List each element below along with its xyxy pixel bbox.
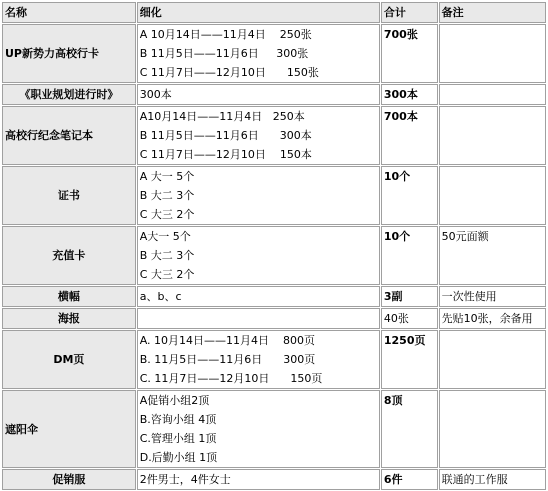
row-total: 6件 [381,469,438,490]
row-total: 700张 [381,24,438,83]
row-total: 3副 [381,286,438,307]
row-name: UP新势力高校行卡 [2,24,136,83]
row-note [439,24,546,83]
row-name: 充值卡 [2,226,136,285]
row-note [439,166,546,225]
materials-table [1,1,547,491]
row-note [439,330,546,389]
row-total: 10个 [381,166,438,225]
table-row [2,390,546,468]
header-row [2,2,546,23]
detail-line: B 大二 3个 [139,189,195,202]
table-row [2,166,546,225]
header-name: 名称 [2,2,136,23]
row-note [439,390,546,468]
row-note [439,106,546,165]
detail-line: C 大三 2个 [139,208,195,221]
header-total: 合计 [381,2,438,23]
detail-line: A 10月14日——11月4日 250张 [139,28,312,41]
detail-line: C.管理小组 1顶 [139,432,217,445]
table-row [2,330,546,389]
row-name: 海报 [2,308,136,329]
detail-line: A10月14日——11月4日 250本 [139,110,305,123]
row-detail [137,166,380,225]
row-detail [137,390,380,468]
detail-line: A. 10月14日——11月4日 800页 [139,334,316,347]
row-detail [137,106,380,165]
detail-line: C 大三 2个 [139,268,195,281]
row-detail [137,308,380,329]
row-detail [137,330,380,389]
table-row [2,84,546,105]
detail-line: D.后勤小组 1顶 [139,451,218,464]
table-row [2,106,546,165]
row-name: 遮阳伞 [2,390,136,468]
row-total: 8顶 [381,390,438,468]
row-detail: a、b、c [137,286,380,307]
detail-line: B 11月5日——11月6日 300张 [139,47,309,60]
row-name: 促销服 [2,469,136,490]
row-note [439,84,546,105]
detail-line: A促销小组2顶 [139,394,210,407]
row-total: 1250页 [381,330,438,389]
detail-line: C 11月7日——12月10日 150张 [139,66,319,79]
row-name: 证书 [2,166,136,225]
row-detail [137,226,380,285]
row-note: 一次性使用 [439,286,546,307]
header-note: 备注 [439,2,546,23]
detail-line: B 大二 3个 [139,249,195,262]
detail-line: B. 11月5日——11月6日 300页 [139,353,316,366]
row-total: 300本 [381,84,438,105]
detail-line: C 11月7日——12月10日 150本 [139,148,312,161]
row-note: 联通的工作服 [439,469,546,490]
detail-line: A大一 5个 [139,230,191,243]
table-row [2,226,546,285]
detail-line: C. 11月7日——12月10日 150页 [139,372,323,385]
row-name: DM页 [2,330,136,389]
detail-line: B.咨询小组 4顶 [139,413,217,426]
row-name: 横幅 [2,286,136,307]
header-detail: 细化 [137,2,380,23]
row-note: 50元面额 [439,226,546,285]
row-name: 高校行纪念笔记本 [2,106,136,165]
row-note: 先贴10张，余备用 [439,308,546,329]
table-row [2,308,546,329]
row-detail [137,24,380,83]
table-row [2,24,546,83]
row-name: 《职业规划进行时》 [2,84,136,105]
detail-line: A 大一 5个 [139,170,195,183]
row-total: 700本 [381,106,438,165]
row-total: 10个 [381,226,438,285]
row-total: 40张 [381,308,438,329]
table-row [2,286,546,307]
row-detail: 2件男士，4件女士 [137,469,380,490]
table-row [2,469,546,490]
row-detail: 300本 [137,84,380,105]
detail-line: B 11月5日——11月6日 300本 [139,129,312,142]
